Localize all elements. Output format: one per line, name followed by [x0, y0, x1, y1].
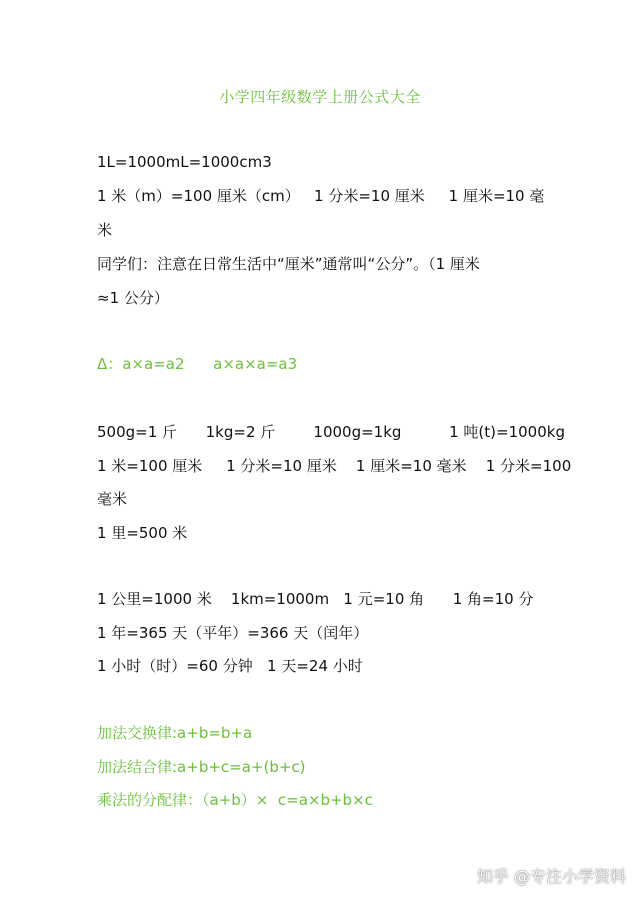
text-line-note: 同学们：注意在日常生活中“厘米”通常叫“公分”。（1 厘米: [97, 255, 480, 273]
page-title: 小学四年级数学上册公式大全: [219, 88, 421, 106]
text-line-distributive: 乘法的分配律：（a+b）× c=a×b+b×c: [97, 791, 373, 809]
text-line-li: 1 里=500 米: [97, 524, 188, 542]
text-line-power: Δ：a×a=a2 a×a×a=a3: [97, 355, 298, 373]
text-line-length: 1 米=100 厘米 1 分米=10 厘米 1 厘米=10 毫米 1 分米=100: [97, 457, 572, 475]
text-line-meter: 1 米（m）=100 厘米（cm） 1 分米=10 厘米 1 厘米=10 毫: [97, 187, 545, 205]
text-line-km-money: 1 公里=1000 米 1km=1000m 1 元=10 角 1 角=10 分: [97, 590, 534, 608]
text-line-weight: 500g=1 斤 1kg=2 斤 1000g=1kg 1 吨(t)=1000kg: [97, 423, 565, 441]
text-line-add-associative: 加法结合律:a+b+c=a+(b+c): [97, 758, 306, 776]
text-line-liter: 1L=1000mL=1000cm3: [97, 153, 272, 171]
watermark: 知乎 @专注小学资料: [476, 867, 626, 886]
text-line-add-commutative: 加法交换律:a+b=b+a: [97, 724, 253, 742]
text-line-length-cont: 毫米: [97, 490, 128, 508]
text-line-year: 1 年=365 天（平年）=366 天（闰年）: [97, 624, 369, 642]
text-line-time: 1 小时（时）=60 分钟 1 天=24 小时: [97, 657, 363, 675]
text-line-meter-cont: 米: [97, 221, 113, 239]
text-line-note-cont: ≈1 公分）: [97, 289, 169, 307]
